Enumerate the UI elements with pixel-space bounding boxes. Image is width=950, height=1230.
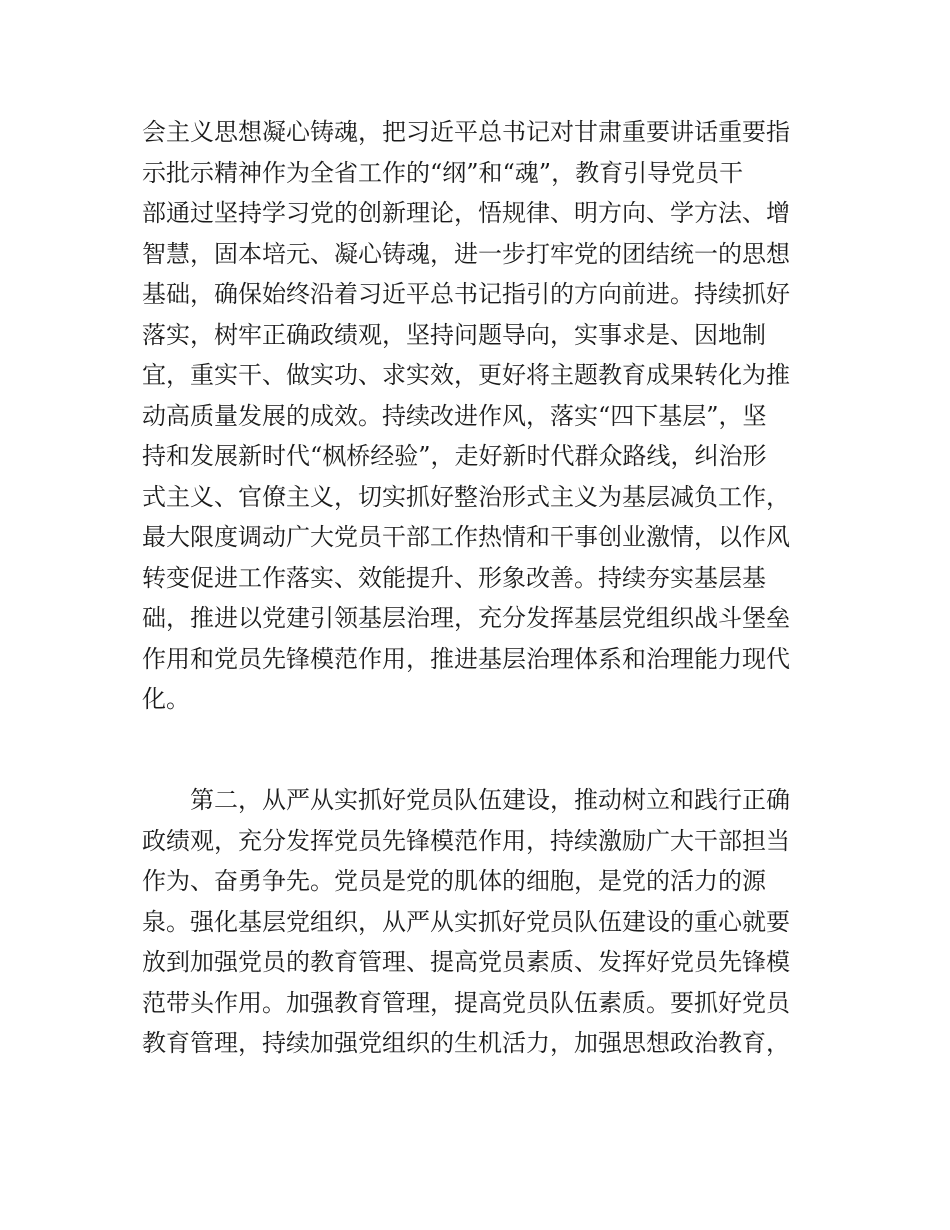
text-line: 宜，重实干、做实功、求实效，更好将主题教育成果转化为推 <box>142 361 790 389</box>
text-line: 泉。强化基层党组织，从严从实抓好党员队伍建设的重心就要 <box>142 907 790 936</box>
text-line: 教育管理，持续加强党组织的生机活力，加强思想政治教育， <box>142 1029 790 1057</box>
text-line: 落实，树牢正确政绩观，坚持问题导向，实事求是、因地制 <box>142 320 766 349</box>
text-line: 放到加强党员的教育管理、提高党员素质、发挥好党员先锋模 <box>142 948 790 976</box>
text-line: 持和发展新时代“枫桥经验”，走好新时代群众路线，纠治形 <box>142 442 767 470</box>
text-line: 智慧，固本培元、凝心铸魂，进一步打牢党的团结统一的思想 <box>142 239 790 268</box>
text-line: 式主义、官僚主义，切实抓好整治形式主义为基层减负工作， <box>142 482 790 511</box>
text-line: 部通过坚持学习党的创新理论，悟规律、明方向、学方法、增 <box>142 199 790 227</box>
text-line: 转变促进工作落实、效能提升、形象改善。持续夯实基层基 <box>142 563 766 592</box>
paragraph-1 <box>142 112 822 720</box>
text-line: 动高质量发展的成效。持续改进作风，落实“四下基层”，坚 <box>142 401 767 430</box>
text-line: 基础，确保始终沿着习近平总书记指引的方向前进。持续抓好 <box>142 280 790 308</box>
text-line: 范带头作用。加强教育管理，提高党员队伍素质。要抓好党员 <box>142 988 790 1017</box>
text-line: 作用和党员先锋模范作用，推进基层治理体系和治理能力现代 <box>142 644 790 673</box>
text-line: 会主义思想凝心铸魂，把习近平总书记对甘肃重要讲话重要指 <box>142 118 790 146</box>
text-line: 政绩观，充分发挥党员先锋模范作用，持续激励广大干部担当 <box>142 826 790 855</box>
text-line: 础，推进以党建引领基层治理，充分发挥基层党组织战斗堡垒 <box>142 604 790 632</box>
text-line: 示批示精神作为全省工作的“纲”和“魂”，教育引导党员干 <box>142 158 744 187</box>
text-line: 第二，从严从实抓好党员队伍建设，推动树立和践行正确 <box>142 786 790 814</box>
paragraph-2 <box>142 780 822 1064</box>
text-line: 化。 <box>142 685 190 713</box>
text-line: 最大限度调动广大党员干部工作热情和干事创业激情，以作风 <box>142 523 790 551</box>
text-line: 作为、奋勇争先。党员是党的肌体的细胞，是党的活力的源 <box>142 867 766 895</box>
